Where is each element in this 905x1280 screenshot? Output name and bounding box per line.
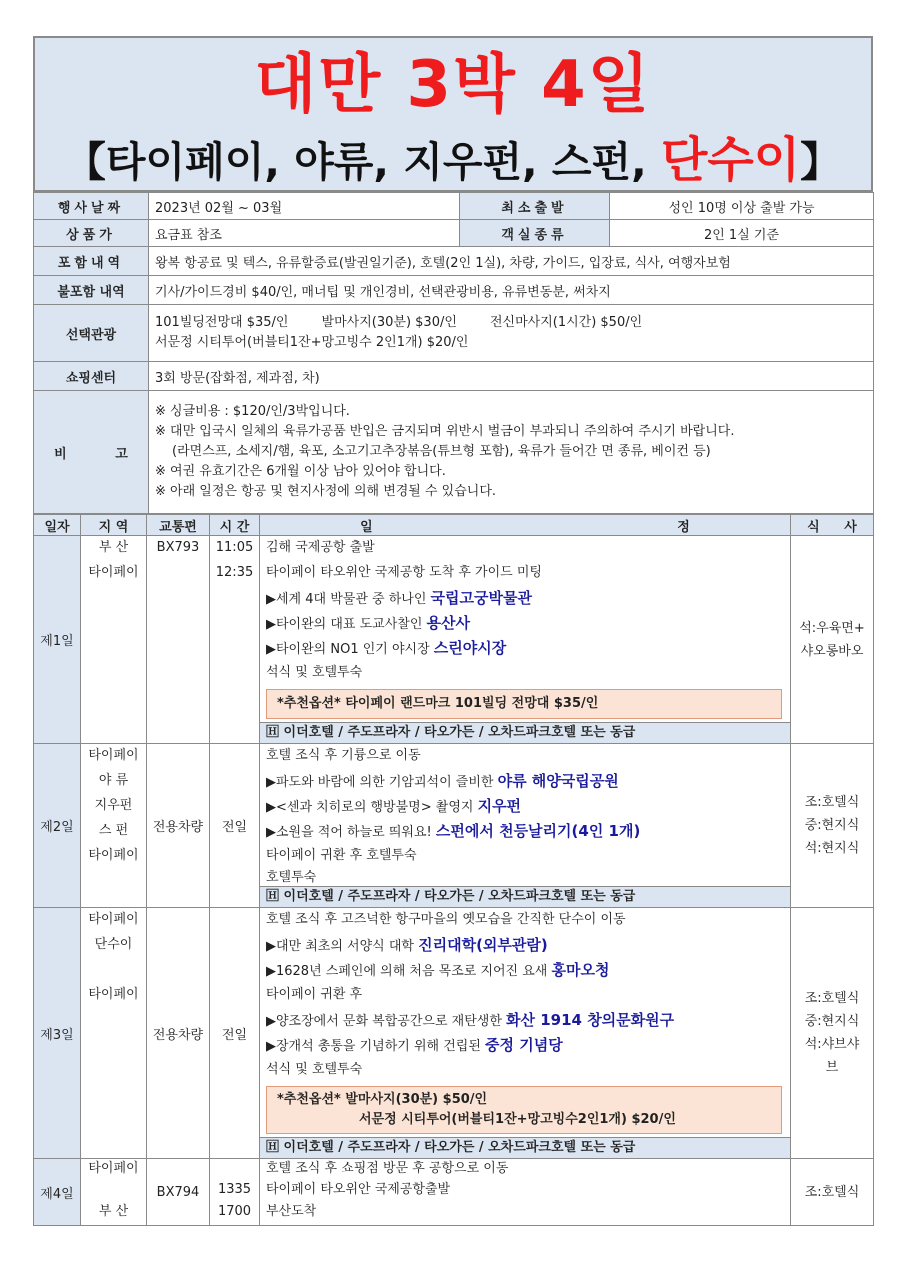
attraction-name: 홍마오청: [551, 961, 610, 979]
day3-row: [34, 908, 874, 1159]
schedule-line: 김해 국제공항 출발: [266, 540, 375, 555]
attraction-name: 진리대학(외부관람): [418, 936, 548, 954]
schedule-text: ▶파도와 바람에 의한 기암괴석이 즐비한: [266, 775, 498, 790]
schedule-line: [260, 769, 790, 794]
schedule-line: 타이페이 타오위안 국제공항출발: [266, 1182, 451, 1197]
schedule-line: [260, 819, 790, 844]
schedule-text: ▶장개석 총통을 기념하기 위해 건립된: [266, 1039, 486, 1054]
area-name: 타이페이: [88, 748, 139, 763]
recommended-option-box: [266, 1086, 782, 1134]
schedule-text: ▶세계 4대 박물관 중 하나인: [266, 592, 431, 607]
room-value: 2인 1실 기준: [610, 220, 874, 247]
day1-schedule: [260, 536, 791, 744]
sub-title: [35, 134, 871, 188]
area-name: 지우펀: [94, 798, 133, 813]
remarks-value: [149, 391, 874, 514]
recommended-option-box: *추천옵션* 타이페이 랜드마크 101빌딩 전망대 $35/인: [266, 689, 782, 719]
area-name: 타이페이: [88, 565, 139, 580]
schedule-line: 타이페이 귀환 후 호텔투숙: [266, 848, 417, 863]
attraction-name: 스린야시장: [433, 639, 507, 657]
day3-time: 전일: [210, 908, 260, 1159]
attraction-name: 용산사: [426, 614, 471, 632]
day4-time: [210, 1159, 260, 1226]
schedule-line: 타이페이 귀환 후: [266, 987, 363, 1002]
date-value: 2023년 02월 ~ 03월: [149, 193, 460, 220]
schedule-line: [260, 611, 790, 636]
day4-schedule: [260, 1159, 791, 1226]
optional-tour-label: 선택관광: [34, 305, 149, 362]
schedule-text: ▶소원을 적어 하늘로 띄워요!: [266, 825, 436, 840]
day3-area: [81, 908, 147, 1159]
day3-meal: [791, 908, 874, 1159]
schedule-text: ▶타이완의 대표 도교사찰인: [266, 617, 427, 632]
flight-number: BX793: [156, 540, 200, 555]
meal-line: 석:우육면+: [799, 620, 865, 636]
itinerary-sheet: [33, 36, 873, 1226]
time-value: 12:35: [215, 565, 254, 580]
optional-tour-value: [149, 305, 874, 362]
meal-line: 중:현지식: [804, 818, 860, 833]
area-name: 단수이: [94, 937, 133, 952]
schedule-line: 부산도착: [266, 1204, 317, 1219]
day3-schedule: [260, 908, 791, 1159]
main-title: 대만 3박 4일: [254, 48, 652, 122]
area-name: 부 산: [98, 1204, 129, 1219]
itinerary-header-row: [34, 515, 874, 536]
sub-title-highlight: 단수이: [660, 132, 801, 188]
attraction-name: 지우펀: [477, 797, 522, 815]
schedule-text: ▶1628년 스페인에 의해 처음 목조로 지어진 요새: [266, 964, 552, 979]
attraction-name: 국립고궁박물관: [430, 589, 532, 607]
day2-row: [34, 744, 874, 908]
header-schedule: 일 정: [260, 515, 791, 536]
header-meal: 식 사: [791, 515, 874, 536]
area-spacer: [81, 1179, 146, 1201]
included-label: 포함내역: [34, 247, 149, 276]
day3-transport: 전용차량: [147, 908, 210, 1159]
time-value: 1335: [217, 1182, 252, 1197]
schedule-line: 타이페이 타오위안 국제공항 도착 후 가이드 미팅: [266, 565, 542, 580]
price-value: 요금표 참조: [149, 220, 460, 247]
time-value: 1700: [217, 1204, 252, 1219]
area-name: 부 산: [98, 540, 129, 555]
day2-time: 전일: [210, 744, 260, 908]
meal-line: 조:호텔식: [804, 795, 860, 810]
excluded-label: 불포함 내역: [34, 276, 149, 305]
remark-line: ※ 대만 입국시 일체의 육류가공품 반입은 금지되며 위반시 벌금이 부과되니 주의하여 주시기 바랍니다.: [155, 424, 735, 439]
day4-row: [34, 1159, 874, 1226]
header-transport: 교통편: [147, 515, 210, 536]
area-name: 타이페이: [88, 1161, 139, 1176]
header-day: 일자: [34, 515, 81, 536]
area-name: 야 류: [98, 773, 129, 788]
option-line: *추천옵션* 발마사지(30분) $50/인: [277, 1092, 488, 1107]
day1-row: [34, 536, 874, 744]
schedule-line: [260, 636, 790, 661]
attraction-name: 화산 1914 창의문화원구: [506, 1011, 675, 1029]
day2-meal: [791, 744, 874, 908]
sub-title-suffix: 】: [800, 138, 842, 186]
shopping-label: 쇼핑센터: [34, 362, 149, 391]
day1-transport: [147, 536, 210, 744]
optional-tour-line: 101빌딩전망대 $35/인 발마사지(30분) $30/인 전신마사지(1시간) $50/인: [155, 315, 643, 330]
schedule-line: [260, 958, 790, 983]
date-label: 행사날짜: [34, 193, 149, 220]
day4-label: 제4일: [34, 1159, 81, 1226]
info-table: [33, 192, 874, 514]
meal-line: 샤오롱바오: [800, 643, 864, 659]
remarks-label: 비 고: [34, 391, 149, 514]
day1-meal: [791, 536, 874, 744]
title-banner: [33, 36, 873, 192]
day4-area: [81, 1159, 147, 1226]
price-label: 상품가: [34, 220, 149, 247]
schedule-line: [260, 1008, 790, 1033]
day4-meal: 조:호텔식: [791, 1159, 874, 1226]
attraction-name: 중정 기념당: [485, 1036, 563, 1054]
schedule-line: [260, 1033, 790, 1058]
sub-title-prefix: 【타이페이, 야류, 지우펀, 스펀,: [64, 138, 661, 186]
schedule-line: [260, 586, 790, 611]
option-line: 서문정 시티투어(버블티1잔+망고빙수2인1개) $20/인: [359, 1112, 676, 1127]
day2-label: 제2일: [34, 744, 81, 908]
remark-line: ※ 아래 일정은 항공 및 현지사정에 의해 변경될 수 있습니다.: [155, 484, 497, 499]
day4-transport: BX794: [147, 1159, 210, 1226]
day3-label: 제3일: [34, 908, 81, 1159]
hotel-line: 🄷 이더호텔 / 주도프라자 / 타오가든 / 오차드파크호텔 또는 동급: [260, 1137, 790, 1158]
schedule-line: 호텔 조식 후 쇼핑점 방문 후 공항으로 이동: [266, 1161, 509, 1176]
remark-line: ※ 여권 유효기간은 6개월 이상 남아 있어야 합니다.: [155, 464, 446, 479]
remark-line: ※ 싱글비용 : $120/인/3박입니다.: [155, 404, 350, 419]
schedule-line: 호텔투숙: [266, 870, 317, 885]
area-spacer: [81, 958, 146, 983]
schedule-line: 호텔 조식 후 고즈넉한 항구마을의 옛모습을 간직한 단수이 이동: [266, 912, 626, 927]
meal-line: 브: [825, 1060, 839, 1075]
attraction-name: 스펀에서 천등날리기(4인 1개): [435, 822, 641, 840]
schedule-line: 석식 및 호텔투숙: [266, 665, 363, 680]
header-area: 지 역: [81, 515, 147, 536]
optional-tour-line: 서문정 시티투어(버블티1잔+망고빙수 2인1개) $20/인: [155, 335, 469, 350]
day2-transport: 전용차량: [147, 744, 210, 908]
schedule-line: 석식 및 호텔투숙: [266, 1062, 363, 1077]
area-name: 타이페이: [88, 912, 139, 927]
meal-line: 중:현지식: [804, 1014, 860, 1029]
schedule-text: ▶<센과 치히로의 행방불명> 촬영지: [266, 800, 478, 815]
schedule-line: 호텔 조식 후 기륭으로 이동: [266, 748, 421, 763]
area-name: 타이페이: [88, 848, 139, 863]
area-name: 스 펀: [98, 823, 129, 838]
min-depart-label: 최소출발: [460, 193, 610, 220]
attraction-name: 야류 해양국립공원: [497, 772, 619, 790]
excluded-value: 기사/가이드경비 $40/인, 매너팁 및 개인경비, 선택관광비용, 유류변동분, 써차지: [149, 276, 874, 305]
day1-label: 제1일: [34, 536, 81, 744]
day1-area: [81, 536, 147, 744]
meal-line: 석:샤브샤: [804, 1037, 860, 1052]
schedule-line: [260, 933, 790, 958]
hotel-line: 🄷 이더호텔 / 주도프라자 / 타오가든 / 오차드파크호텔 또는 동급: [260, 886, 790, 907]
shopping-value: 3회 방문(잡화점, 제과점, 차): [149, 362, 874, 391]
schedule-text: ▶양조장에서 문화 복합공간으로 재탄생한: [266, 1014, 507, 1029]
schedule-text: ▶타이완의 NO1 인기 야시장: [266, 642, 434, 657]
day2-schedule: [260, 744, 791, 908]
room-label: 객실종류: [460, 220, 610, 247]
meal-line: 조:호텔식: [804, 991, 860, 1006]
remark-line: (라면스프, 소세지/햄, 육포, 소고기고추장볶음(튜브형 포함), 육류가 들어간 면 종류, 베이컨 등): [172, 444, 711, 459]
area-name: 타이페이: [88, 987, 139, 1002]
header-time: 시 간: [210, 515, 260, 536]
time-spacer: [210, 1159, 259, 1179]
schedule-text: ▶대만 최초의 서양식 대학: [266, 939, 419, 954]
meal-line: 석:현지식: [804, 841, 860, 856]
hotel-line: 🄷 이더호텔 / 주도프라자 / 타오가든 / 오차드파크호텔 또는 동급: [260, 722, 790, 743]
day1-time: [210, 536, 260, 744]
schedule-line: [260, 794, 790, 819]
min-depart-value: 성인 10명 이상 출발 가능: [610, 193, 874, 220]
included-value: 왕복 항공료 및 텍스, 유류할증료(발권일기준), 호텔(2인 1실), 차량, 가이드, 입장료, 식사, 여행자보험: [149, 247, 874, 276]
itinerary-table: [33, 514, 874, 1226]
time-value: 11:05: [215, 540, 254, 555]
day2-area: [81, 744, 147, 908]
